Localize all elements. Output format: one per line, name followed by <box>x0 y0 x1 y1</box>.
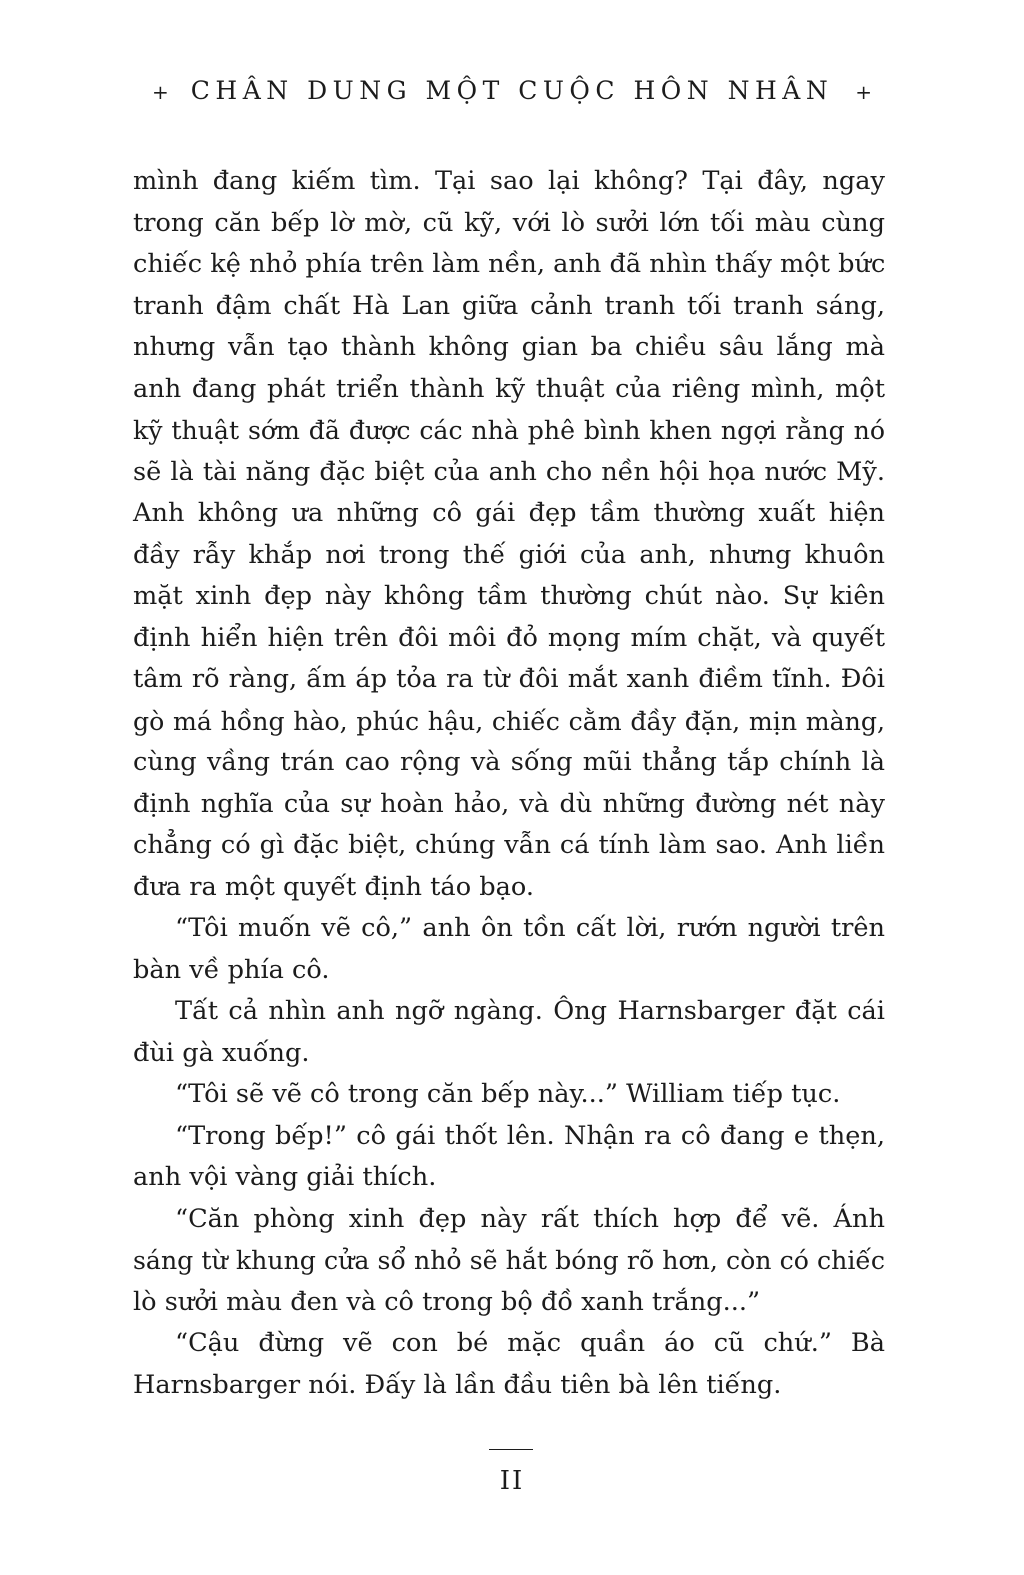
ornament-right-icon: + <box>855 80 872 104</box>
footer-rule <box>489 1449 533 1450</box>
text-line: sẽ là tài năng đặc biệt của anh cho nền hội họa nước Mỹ. <box>133 456 885 487</box>
text-line: nhưng vẫn tạo thành không gian ba chiều sâu lắng mà <box>133 332 885 362</box>
text-line: Harnsbarger nói. Đấy là lần đầu tiên bà lên tiếng. <box>133 1369 782 1400</box>
text-line: lò sưởi màu đen và cô trong bộ đồ xanh trắng...” <box>133 1286 761 1317</box>
text-line: trong căn bếp lờ mờ, cũ kỹ, với lò sưởi lớn tối màu cùng <box>133 207 885 238</box>
text-line: gò má hồng hào, phúc hậu, chiếc cằm đầy đặn, mịn màng, <box>133 706 885 736</box>
text-line: “Trong bếp!” cô gái thốt lên. Nhận ra cô đang e thẹn, <box>175 1120 885 1151</box>
page-number: II <box>499 1466 525 1496</box>
text-line: “Cậu đừng vẽ con bé mặc quần áo cũ chứ.” Bà <box>175 1328 885 1358</box>
text-line: Tất cả nhìn anh ngỡ ngàng. Ông Harnsbarger đặt cái <box>175 996 885 1026</box>
text-line: anh vội vàng giải thích. <box>133 1162 437 1192</box>
text-line: bàn về phía cô. <box>133 954 330 985</box>
text-line: cùng vầng trán cao rộng và sống mũi thẳng tắp chính là <box>133 747 885 777</box>
text-line: Anh không ưa những cô gái đẹp tầm thường xuất hiện <box>133 498 885 528</box>
text-line: “Tôi muốn vẽ cô,” anh ôn tồn cất lời, rướn người trên <box>175 913 885 943</box>
text-line: tranh đậm chất Hà Lan giữa cảnh tranh tối tranh sáng, <box>133 290 885 321</box>
text-line: kỹ thuật sớm đã được các nhà phê bình khen ngợi rằng nó <box>133 416 885 445</box>
text-line: đầy rẫy khắp nơi trong thế giới của anh, nhưng khuôn <box>133 539 885 570</box>
text-line: định nghĩa của sự hoàn hảo, và dù những đường nét này <box>133 788 885 819</box>
text-line: đưa ra một quyết định táo bạo. <box>133 871 534 902</box>
text-line: chẳng có gì đặc biệt, chúng vẫn cá tính làm sao. Anh liền <box>133 830 885 860</box>
text-line: “Tôi sẽ vẽ cô trong căn bếp này...” William tiếp tục. <box>175 1079 841 1109</box>
text-line: tâm rõ ràng, ấm áp tỏa ra từ đôi mắt xanh điềm tĩnh. Đôi <box>133 664 885 694</box>
running-header <box>0 76 1024 105</box>
body-text <box>133 161 885 1406</box>
text-line: mình đang kiếm tìm. Tại sao lại không? Tại đây, ngay <box>133 166 885 196</box>
text-line: anh đang phát triển thành kỹ thuật của riêng mình, một <box>133 373 885 404</box>
text-line: mặt xinh đẹp này không tầm thường chút nào. Sự kiên <box>133 581 885 611</box>
text-line: định hiển hiện trên đôi môi đỏ mọng mím chặt, và quyết <box>133 622 885 653</box>
text-line: chiếc kệ nhỏ phía trên làm nền, anh đã nhìn thấy một bức <box>133 249 886 279</box>
text-line: sáng từ khung cửa sổ nhỏ sẽ hắt bóng rõ hơn, còn có chiếc <box>133 1246 885 1275</box>
text-line: “Căn phòng xinh đẹp này rất thích hợp để vẽ. Ánh <box>175 1203 885 1234</box>
ornament-left-icon: + <box>152 80 169 104</box>
running-header-title: CHÂN DUNG MỘT CUỘC HÔN NHÂN <box>190 76 834 105</box>
text-line: đùi gà xuống. <box>133 1037 310 1068</box>
